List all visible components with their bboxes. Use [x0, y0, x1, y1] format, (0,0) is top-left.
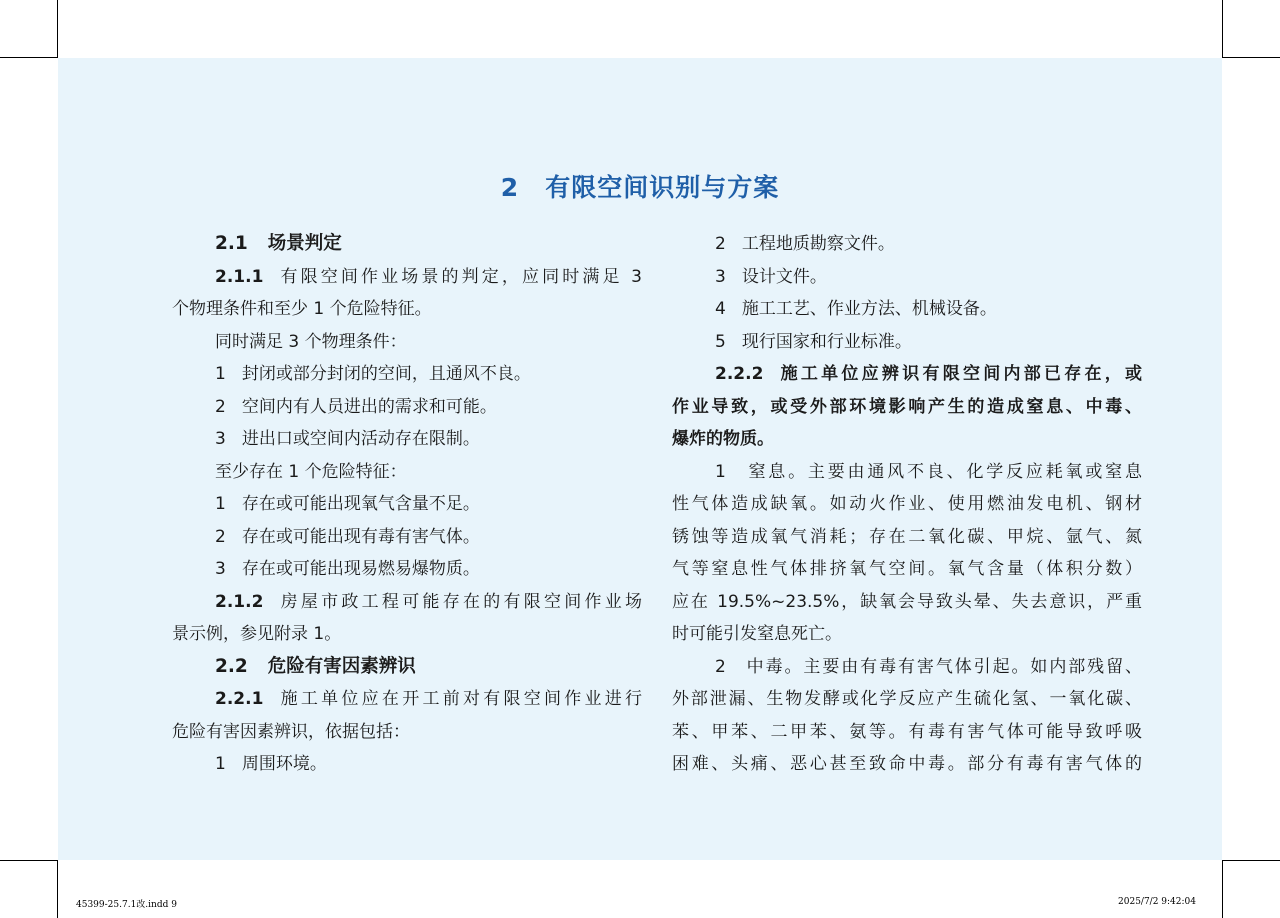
- list-item: [172, 488, 642, 521]
- list-heading: 至少存在 1 个危险特征：: [215, 461, 407, 482]
- item-number: 1: [215, 494, 226, 514]
- clause-line: [172, 683, 642, 716]
- list-item: [672, 228, 1142, 261]
- item-text: 设计文件。: [741, 266, 827, 287]
- chapter-number: 2: [500, 173, 520, 202]
- clause-text: 施工单位应辨识有限空间内部已存在，或: [777, 364, 1142, 384]
- list-item: [172, 391, 642, 424]
- crop-mark: [57, 0, 58, 58]
- item-text: 进出口或空间内活动存在限制。: [241, 429, 480, 449]
- item-number: 2: [215, 396, 226, 417]
- item-number: 3: [715, 266, 726, 287]
- list-item: [172, 423, 642, 456]
- paragraph-line: 苯、甲苯、二甲苯、氨等。有毒有害气体可能导致呼吸: [672, 721, 1142, 742]
- crop-mark: [1222, 860, 1280, 861]
- clause-number: 2.1.2: [215, 591, 264, 612]
- list-item: [172, 748, 642, 781]
- item-text: 空间内有人员进出的需求和可能。: [241, 396, 497, 417]
- item-number: 2: [715, 234, 726, 254]
- list-item: [172, 521, 642, 554]
- list-item: [172, 358, 642, 391]
- item-number: 3: [215, 559, 226, 579]
- paragraph-line: 时可能引发窒息死亡。: [672, 624, 842, 644]
- item-text: 封闭或部分封闭的空间，且通风不良。: [241, 364, 531, 384]
- crop-mark: [0, 57, 58, 58]
- item-text: 存在或可能出现易燃易爆物质。: [241, 559, 480, 579]
- paragraph-line: 2 中毒。主要由有毒有害气体引起。如内部残留、: [715, 656, 1142, 677]
- list-item: [672, 326, 1142, 359]
- paragraph-line: 气等窒息性气体排挤氧气空间。氧气含量（体积分数）: [672, 559, 1142, 579]
- item-text: 周围环境。: [241, 754, 327, 774]
- left-column: [172, 228, 642, 781]
- paragraph-line: 应在 19.5%~23.5%，缺氧会导致头晕、失去意识，严重: [672, 591, 1142, 612]
- item-text: 现行国家和行业标准。: [741, 331, 912, 352]
- crop-mark: [1222, 57, 1280, 58]
- list-item: [172, 553, 642, 586]
- item-text: 工程地质勘察文件。: [741, 234, 895, 254]
- clause-line: 作业导致，或受外部环境影响产生的造成窒息、中毒、: [672, 396, 1142, 417]
- item-text: 存在或可能出现有毒有害气体。: [241, 526, 480, 547]
- crop-mark: [0, 860, 58, 861]
- clause-line: 危险有害因素辨识，依据包括：: [172, 721, 410, 742]
- paragraph-line: 1 窒息。主要由通风不良、化学反应耗氧或窒息: [715, 461, 1142, 482]
- chapter-title-text: 有限空间识别与方案: [545, 173, 780, 202]
- clause-number: 2.2.1: [215, 689, 264, 709]
- item-number: 2: [215, 526, 226, 547]
- clause-line: 个物理条件和至少 1 个危险特征。: [172, 299, 432, 319]
- paragraph-line: 困难、头痛、恶心甚至致命中毒。部分有毒有害气体的: [672, 754, 1142, 774]
- crop-mark: [1222, 0, 1223, 58]
- footer-timestamp: 2025/7/2 9:42:04: [1118, 897, 1196, 907]
- paragraph-line: 外部泄漏、生物发酵或化学反应产生硫化氢、一氧化碳、: [672, 689, 1142, 709]
- clause-line: 爆炸的物质。: [672, 429, 774, 449]
- section-number: 2.2: [215, 655, 248, 677]
- clause-text: 施工单位应在开工前对有限空间作业进行: [277, 689, 642, 709]
- clause-line: 景示例，参见附录 1。: [172, 624, 342, 644]
- section-heading: [172, 228, 642, 261]
- chapter-title: [58, 168, 1222, 204]
- clause-text: 房屋市政工程可能存在的有限空间作业场: [277, 591, 642, 612]
- list-heading: 同时满足 3 个物理条件：: [215, 331, 407, 352]
- item-number: 1: [215, 754, 226, 774]
- list-item: [672, 293, 1142, 326]
- clause-line: [672, 358, 1142, 391]
- clause-text: 有限空间作业场景的判定，应同时满足 3: [277, 266, 642, 287]
- section-title: 危险有害因素辨识: [267, 655, 416, 677]
- section-number: 2.1: [215, 233, 248, 254]
- footer-filename: 45399-25.7.1改.indd 9: [76, 900, 177, 910]
- clause-line: [172, 586, 642, 619]
- paragraph-line: 锈蚀等造成氧气消耗；存在二氧化碳、甲烷、氩气、氮: [672, 526, 1142, 547]
- item-text: 存在或可能出现氧气含量不足。: [241, 494, 480, 514]
- right-column: [672, 228, 1142, 781]
- crop-mark: [57, 860, 58, 918]
- paragraph-line: 性气体造成缺氧。如动火作业、使用燃油发电机、钢材: [672, 494, 1142, 514]
- item-text: 施工工艺、作业方法、机械设备。: [741, 299, 997, 319]
- list-item: [672, 261, 1142, 294]
- clause-line: [172, 261, 642, 294]
- section-heading: [172, 651, 642, 684]
- item-number: 3: [215, 429, 226, 449]
- item-number: 5: [715, 331, 726, 352]
- clause-number: 2.2.2: [715, 364, 764, 384]
- clause-number: 2.1.1: [215, 266, 264, 287]
- section-title: 场景判定: [267, 233, 342, 254]
- crop-mark: [1222, 860, 1223, 918]
- item-number: 1: [215, 364, 226, 384]
- item-number: 4: [715, 299, 726, 319]
